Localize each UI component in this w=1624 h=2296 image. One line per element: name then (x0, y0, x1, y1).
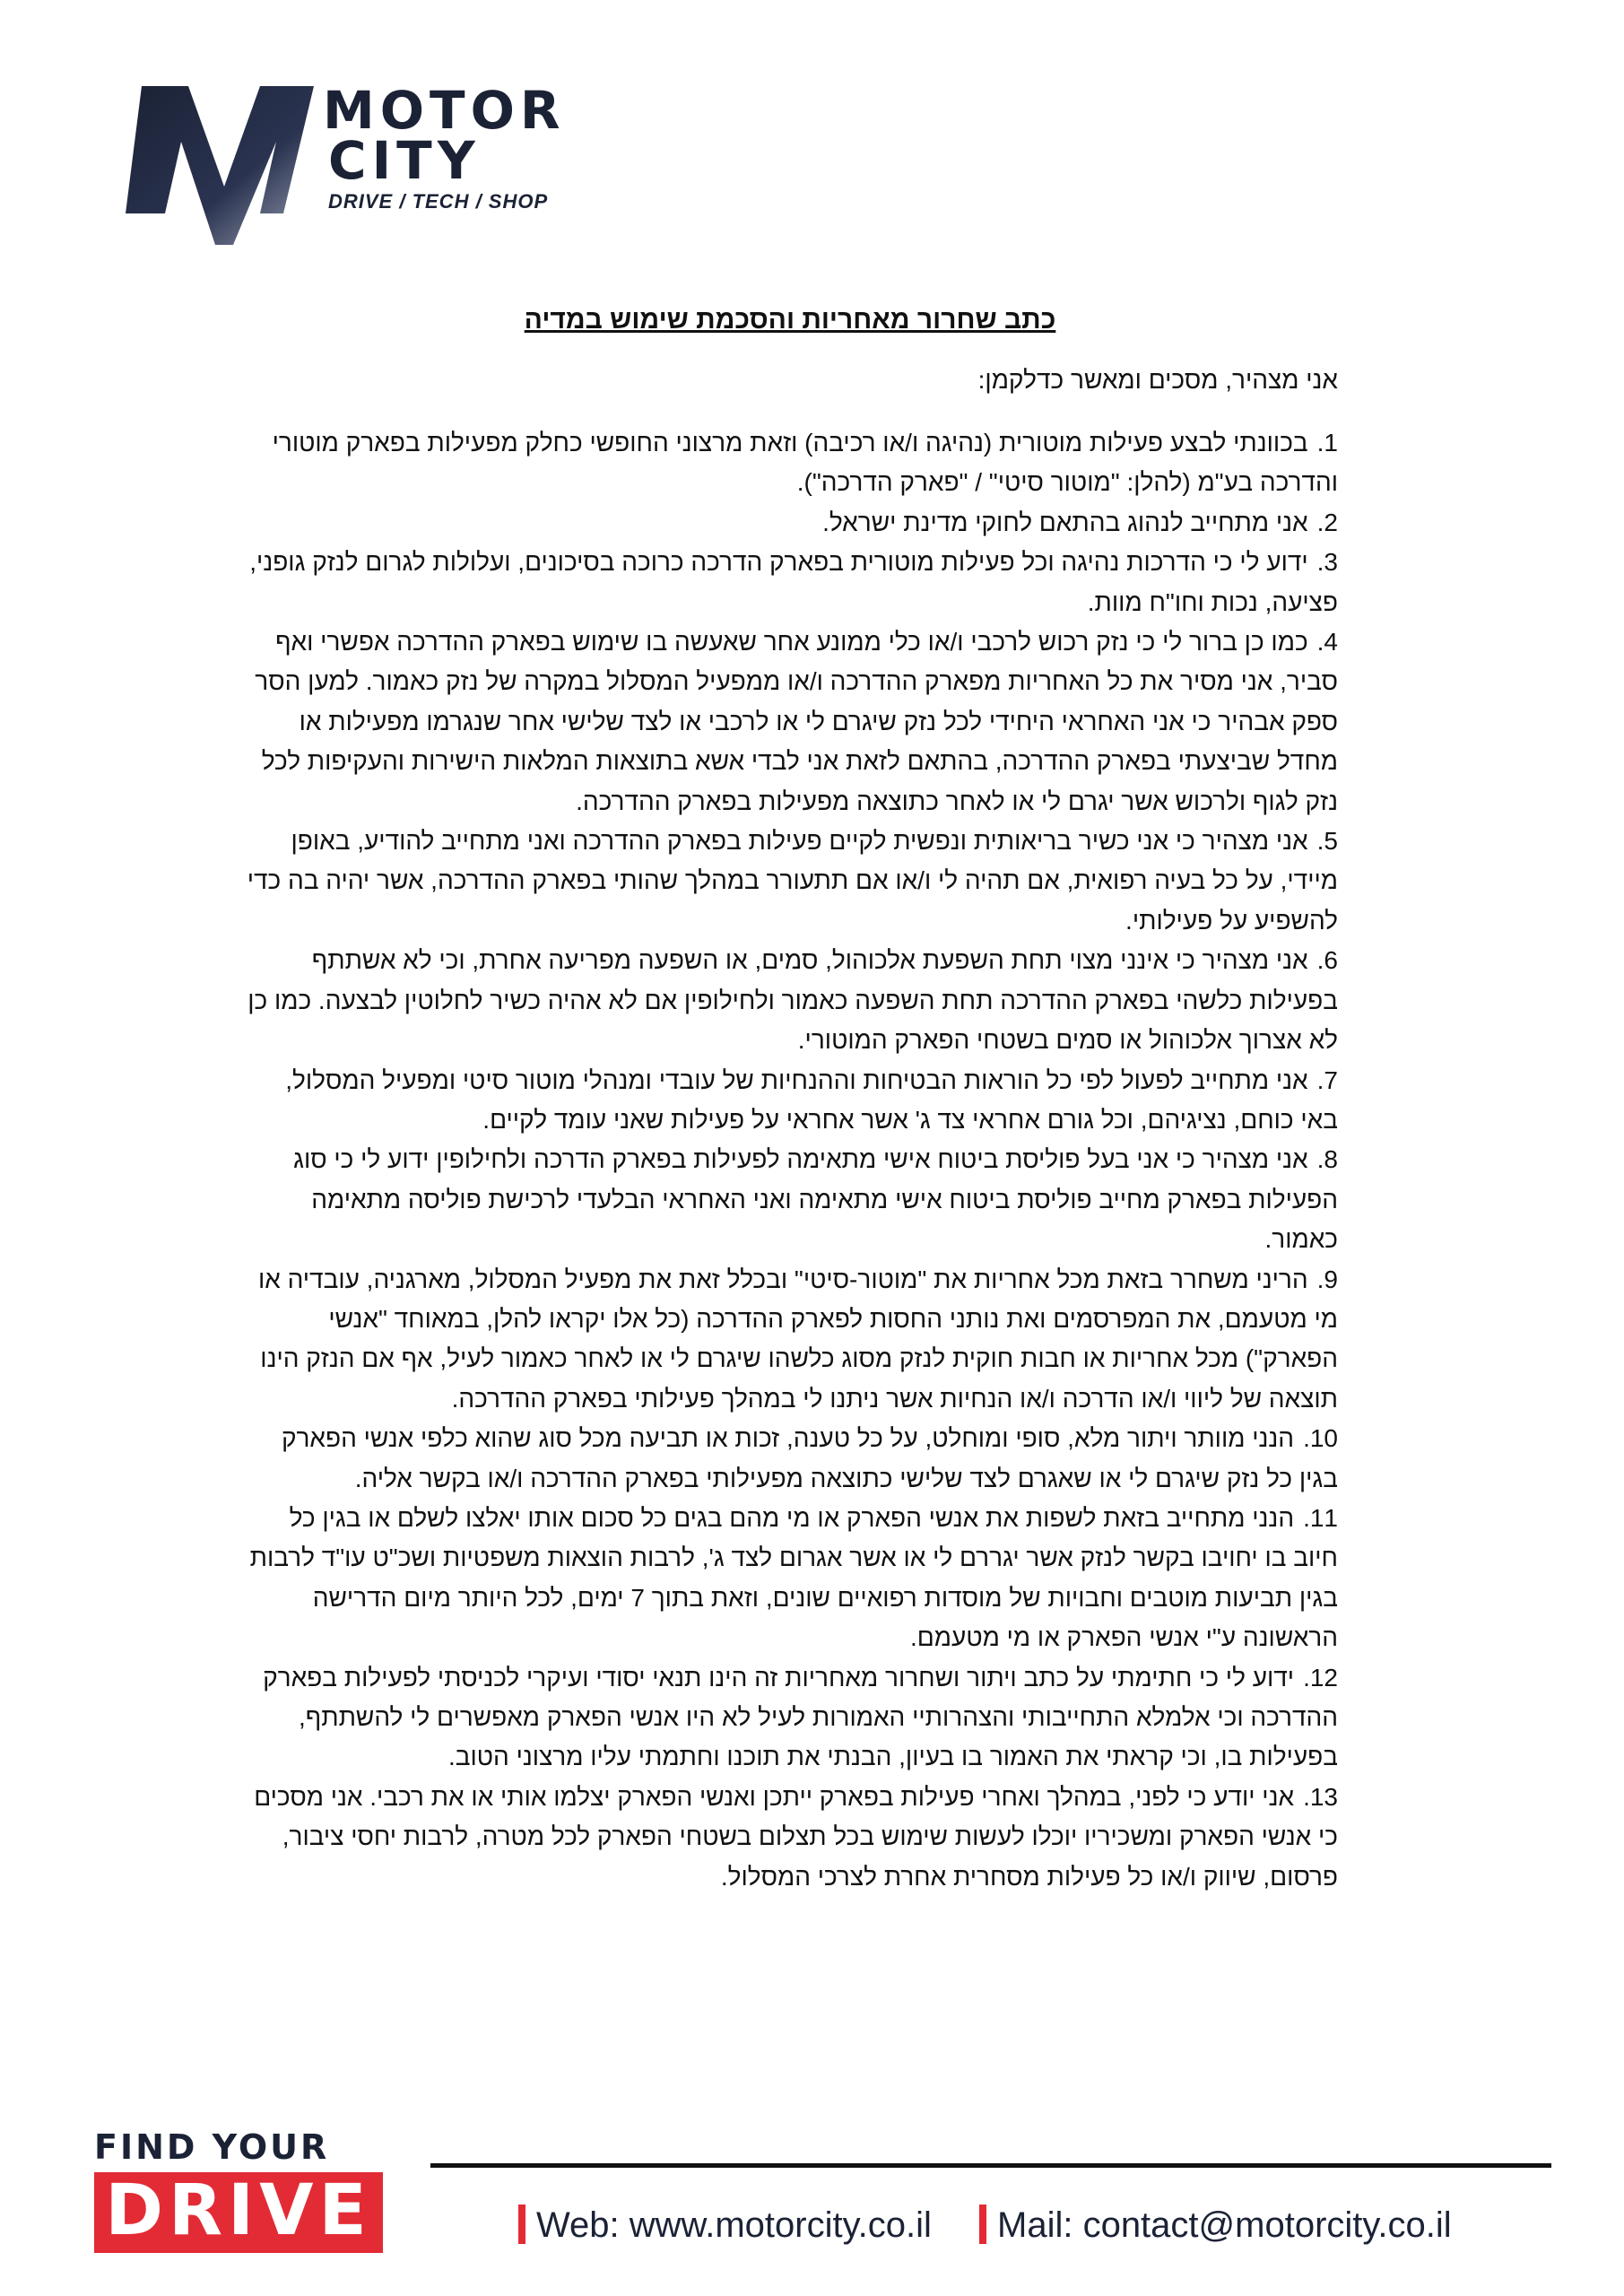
clause-number: 1. (1316, 429, 1338, 457)
clause-text: ידוע לי כי הדרכות נהיגה וכל פעילות מוטורית בפארק הדרכה כרוכה בסיכונים, ועלולות לגרום לנזק גופני, פציעה, נכות וחו"ח מוות. (249, 548, 1338, 616)
clause-number: 8. (1316, 1145, 1338, 1174)
slogan-find-your: FIND YOUR (94, 2127, 330, 2167)
clause-text: הנני מתחייב בזאת לשפות את אנשי הפארק או מי מהם בגים כל סכום אותו יאלצו לשלם או בגין כל חיוב בו יחויבו בקשר לנזק אשר יגררם לי או אשר אגרום לצד ג', לרבות הוצאות משפטיות ושכ"ט עו"ד לרבות בגין תביעות מוטבים וחבויות של מוסדות רפואיים שונים, וזאת בתוך 7 ימים, לכל היותר מיום הדרישה הראשונה ע"י אנשי הפארק או מי מטעמם. (249, 1503, 1338, 1652)
waiver-document (242, 305, 1338, 1897)
clause-number: 12. (1303, 1663, 1338, 1692)
clause-item (242, 1658, 1338, 1778)
logo-line-city: CITY (328, 130, 481, 191)
document-title: כתב שחרור מאחריות והסכמת שימוש במדיה (524, 305, 1056, 335)
find-your-drive-logo (94, 2127, 390, 2253)
clause-text: אני מצהיר כי אני כשיר בריאותית ונפשית לקיים פעילות בפארק ההדרכה ואני מתחייב להודיע, באופן מיידי, על כל בעיה רפואית, אם תהיה לי ו/או אם תתעורר במהלך שהותי בפארק ההדרכה, אשר יהיה בה כדי להשפיע על פעילותי. (247, 827, 1338, 935)
logo-tagline: DRIVE / TECH / SHOP (328, 190, 549, 213)
clause-number: 9. (1316, 1265, 1338, 1293)
clause-item (242, 1260, 1338, 1420)
clause-item (242, 941, 1338, 1060)
clause-number: 13. (1303, 1782, 1338, 1811)
clause-text: אני יודע כי לפני, במהלך ואחרי פעילות בפארק ייתכן ואנשי הפארק יצלמו אותי או את רכבי. אני מסכים כי אנשי הפארק ומשכיריו יוכלו לעשות שימוש בכל תצלום בשטחי הפארק לכל מטרה, לרבות יחסי ציבור, פרסום, שיווק ו/או כל פעילות מסחרית אחרת לצרכי המסלול. (254, 1782, 1338, 1891)
clause-text: אני מתחייב לנהוג בהתאם לחוקי מדינת ישראל. (822, 508, 1308, 536)
clause-text: אני מתחייב לפעול לפי כל הוראות הבטיחות וההנחיות של עובדי ומנהלי מוטור סיטי ומפעיל המסלול, באי כוחם, נציגיהם, וכל גורם אחראי צד ג' אשר אחראי על פעילות שאני עומד לקיים. (285, 1065, 1338, 1134)
clause-number: 6. (1316, 946, 1338, 975)
web-link[interactable]: Web: www.motorcity.co.il (536, 2205, 932, 2245)
clause-text: בכוונתי לבצע פעילות מוטורית (נהיגה ו/או רכיבה) וזאת מרצוני החופשי כחלק מפעילות בפארק מוטורי והדרכה בע"מ (להלן: "מוטור סיטי" / "פארק הדרכה"). (272, 429, 1338, 497)
clause-number: 5. (1316, 827, 1338, 856)
clause-number: 11. (1303, 1503, 1338, 1532)
clause-item (242, 423, 1338, 503)
clause-item (242, 503, 1338, 543)
clause-text: אני מצהיר כי אינני מצוי תחת השפעת אלכוהול, סמים, או השפעה מפריעה אחרת, וכי לא אשתתף בפעילות כלשהי בפארק ההדרכה תחת השפעה כאמור ולחילופין אם לא אהיה כשיר לחלוטין לבצעה. כמו כן לא אצרוך אלכוהול או סמים בשטחי הפארק המוטורי. (248, 946, 1338, 1055)
clause-item (242, 1061, 1338, 1141)
clause-item (242, 822, 1338, 941)
document-intro: אני מצהיר, מסכים ומאשר כדלקמן: (977, 366, 1338, 394)
mail-link[interactable]: Mail: contact@motorcity.co.il (997, 2205, 1452, 2245)
slogan-drive: DRIVE (105, 2170, 372, 2251)
clause-item (242, 1778, 1338, 1897)
clause-text: כמו כן ברור לי כי נזק רכוש לרכבי ו/או כלי ממונע אחר שאעשה בו שימוש בפארק ההדרכה אפשרי ואף סביר, אני מסיר את כל האחריות מפארק ההדרכה ו/או ממפעיל המסלול במקרה של נזק כאמור. למען הסר ספק אבהיר כי אני האחראי היחידי לכל נזק שיגרם לי או לרכבי או לצד שלישי אחר שנגרמו מפעילות או מחדל שביצעתי בפארק ההדרכה, בהתאם לזאת אני לבדי אשא בתוצאות המלאות הישירות והעקיפות לכל נזק לגוף ולרכוש אשר יגרם לי או לאחר כתוצאה מפעילות בפארק ההדרכה. (255, 628, 1338, 815)
clause-list (242, 423, 1338, 1897)
clause-number: 2. (1316, 508, 1338, 536)
logo-line-motor: MOTOR (323, 80, 566, 141)
clause-number: 3. (1316, 548, 1338, 577)
footer-divider (430, 2163, 1551, 2168)
clause-text: אני מצהיר כי אני בעל פוליסת ביטוח אישי מתאימה לפעילות בפארק הדרכה ולחילופין ידוע לי כי סוג הפעילות בפארק מחייב פוליסת ביטוח אישי מתאימה ואני האחראי הבלעדי לרכישת פוליסה מתאימה כאמור. (293, 1145, 1338, 1254)
clause-number: 7. (1316, 1065, 1338, 1094)
clause-text: הריני משחרר בזאת מכל אחריות את "מוטור-סיטי" ובכלל זאת את מפעיל המסלול, מארגניה, עובדיה או מי מטעמם, את המפרסמים ואת נותני החסות לפארק ההדרכה (כל אלו יקראו להלן, במאוחד "אנשי הפארק") מכל אחריות או חבות חוקית לנזק מסוג כלשהו שיגרם לי או לאחר כאמור לעיל, אף אם הנזק הינו תוצאה של ליווי ו/או הדרכה ו/או הנחיות אשר ניתנו לי במהלך פעילותי בפארק ההדרכה. (257, 1265, 1338, 1413)
slogan-drive-box (94, 2172, 383, 2253)
logo-m-mark-icon (126, 79, 341, 249)
clause-text: ידוע לי כי חתימתי על כתב ויתור ושחרור מאחריות זה הינו תנאי יסודי ועיקרי לכניסתי לפעילות בפארק ההדרכה וכי אלמלא התחייבותי והצהרותיי האמורות לעיל לא היו אנשי הפארק מאפשרים לי להשתתף, בפעילות בו, וכי קראתי את האמור בו בעיון, הבנתי את תוכנו וחתמתי עליו מרצוני הטוב. (263, 1663, 1338, 1771)
clause-item (242, 1419, 1338, 1499)
motor-city-logo (126, 79, 566, 249)
red-bar-icon (518, 2205, 525, 2244)
clause-number: 4. (1316, 628, 1338, 657)
clause-text: הנני מוותר ויתור מלא, סופי ומוחלט, על כל טענה, זכות או תביעה מכל סוג שהוא כלפי אנשי הפארק בגין כל נזק שיגרם לי או שאגרם לצד שלישי כתוצאה מפעילותי בפארק ההדרכה ו/או בקשר אליה. (281, 1424, 1338, 1492)
clause-item (242, 543, 1338, 622)
clause-number: 10. (1303, 1424, 1338, 1453)
footer-web (518, 2205, 932, 2246)
red-bar-icon (979, 2205, 986, 2244)
clause-item (242, 1499, 1338, 1658)
clause-item (242, 622, 1338, 822)
footer-mail (979, 2205, 1452, 2246)
clause-item (242, 1140, 1338, 1259)
